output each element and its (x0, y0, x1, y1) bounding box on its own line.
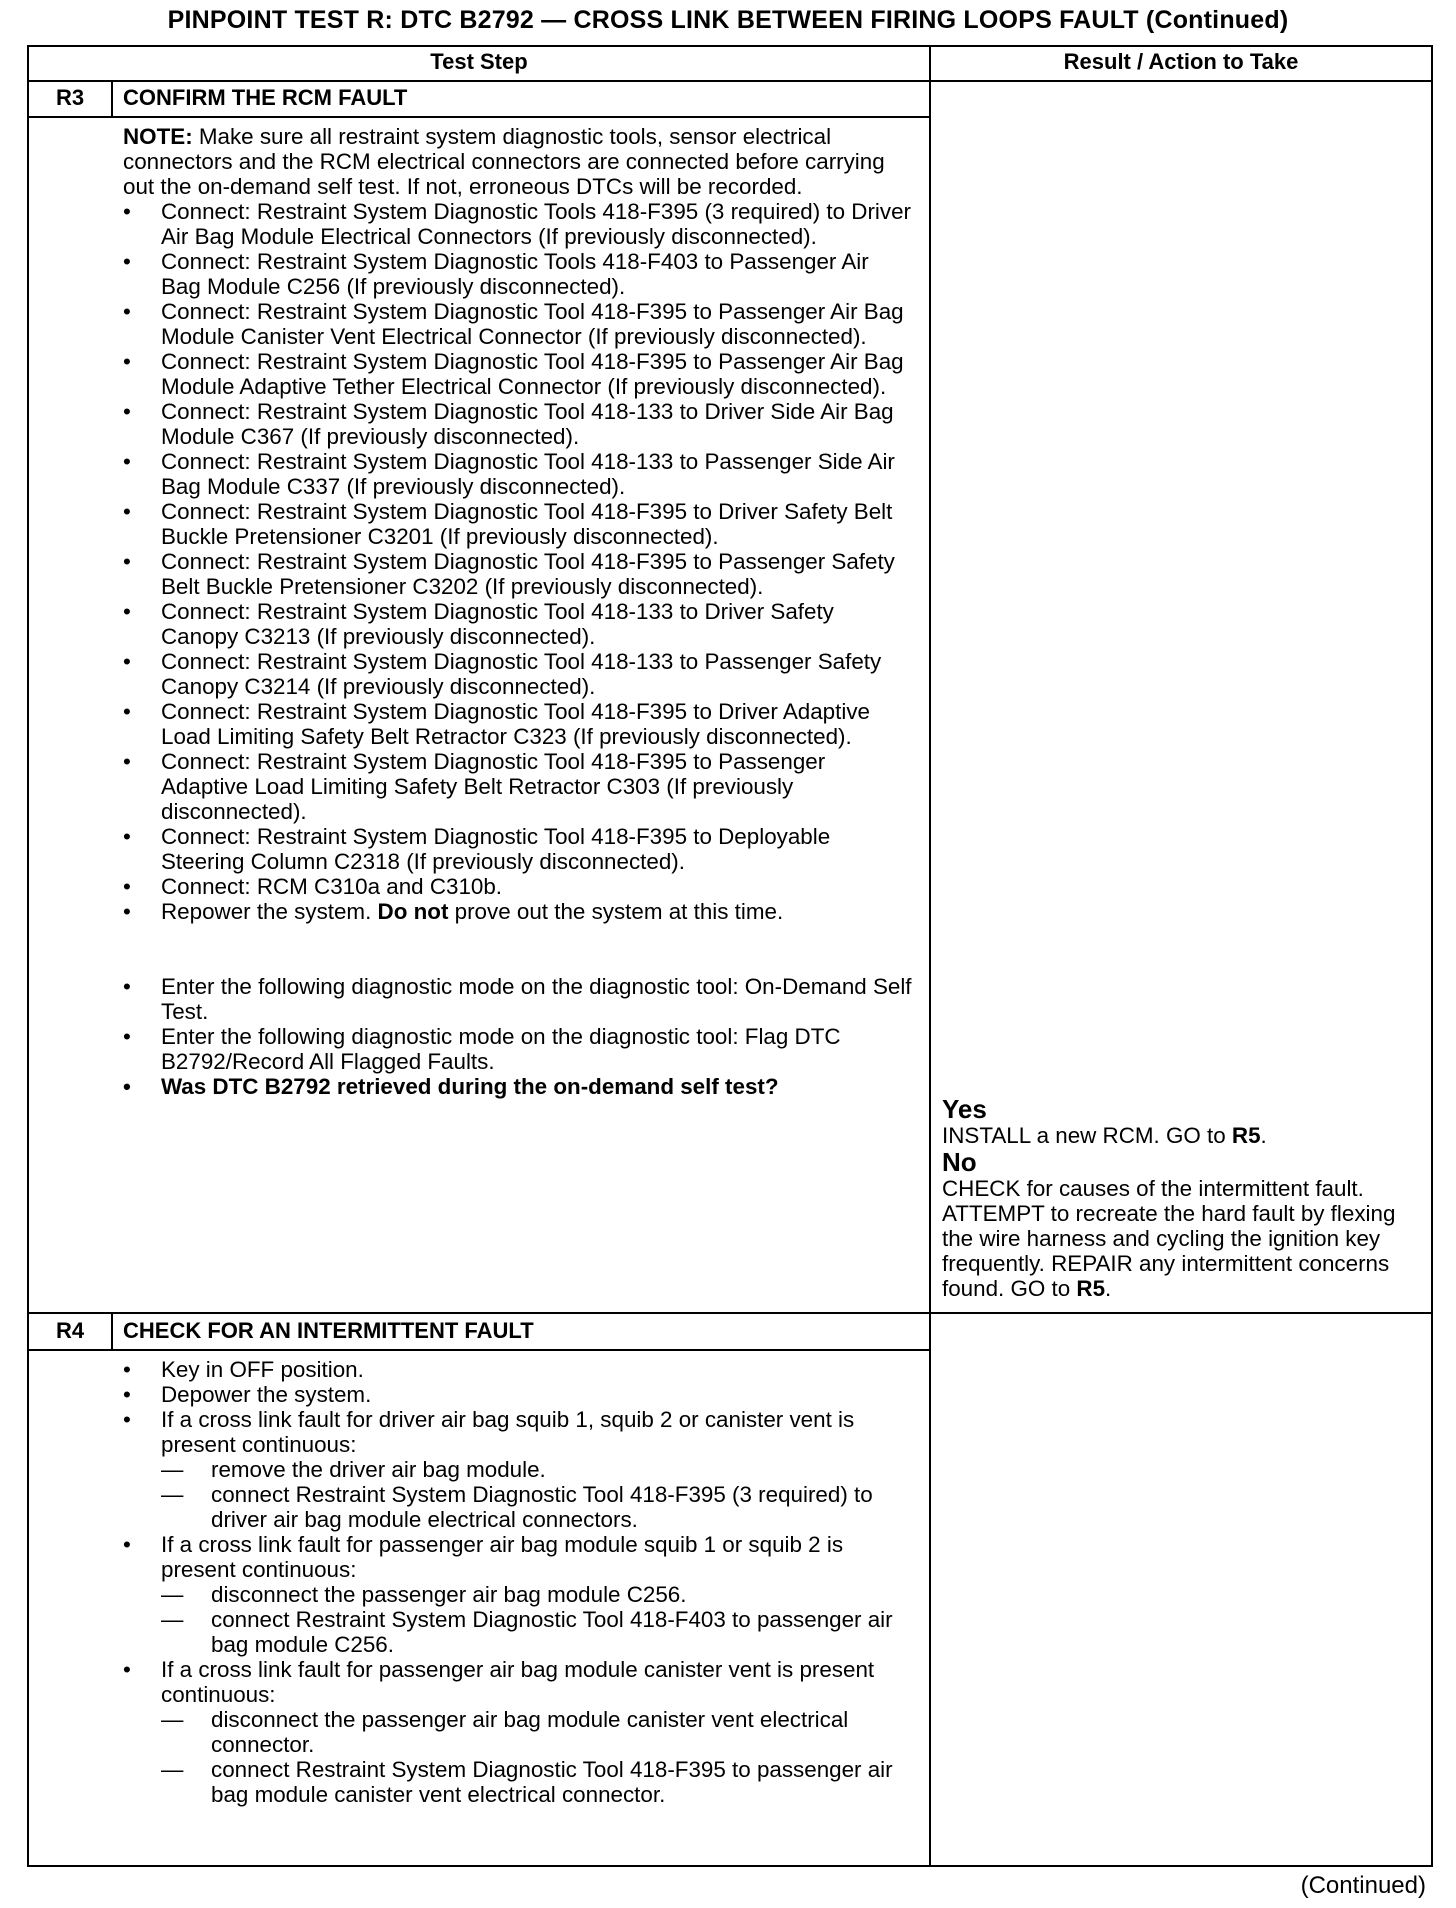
bullet-icon: • (123, 599, 131, 624)
no-label: No (942, 1147, 977, 1177)
list-item: • Connect: Restraint System Diagnostic Tool 418-F395 to Passenger Safety Belt Buckle Pretensioner C3202 (If previously disconnected). (123, 549, 895, 599)
bullet-icon: • (123, 749, 131, 774)
list-item: • Connect: RCM C310a and C310b. (123, 874, 503, 899)
page-title: PINPOINT TEST R: DTC B2792 — CROSS LINK BETWEEN FIRING LOOPS FAULT (Continued) (167, 6, 1289, 34)
step-id-r3: R3 (55, 85, 85, 110)
list-item: • Enter the following diagnostic mode on the diagnostic tool: On-Demand Self Test. (123, 974, 912, 1024)
bullet-icon: • (123, 1357, 131, 1382)
list-item: • If a cross link fault for passenger air bag module canister vent is present continuous: — disconnect the passenger air bag module canister vent electrical connector. — connect Restraint System Diagnostic Tool 418-F395 to passenger air bag module canister vent electrical connector. (123, 1657, 913, 1807)
r4-id-divider (111, 1312, 113, 1350)
dash-icon: — (161, 1482, 184, 1507)
list-item: • Connect: Restraint System Diagnostic Tool 418-133 to Passenger Safety Canopy C3214 (If previously disconnected). (123, 649, 882, 699)
list-item: • Depower the system. (123, 1382, 372, 1407)
r3-result (942, 1095, 1427, 1301)
bullet-icon: • (123, 349, 131, 374)
bullet-icon: • (123, 1532, 131, 1557)
sub-item: — remove the driver air bag module. (161, 1457, 546, 1482)
column-divider (929, 45, 931, 1867)
note (123, 124, 913, 199)
r3-r4-divider (27, 1312, 1433, 1314)
list-item: • Connect: Restraint System Diagnostic Tool 418-F395 to Passenger Air Bag Module Adaptive Tether Electrical Connector (If previously disconnected). (123, 349, 904, 399)
sub-item: — connect Restraint System Diagnostic Tool 418-F395 (3 required) to driver air bag module electrical connectors. (161, 1482, 873, 1532)
list-item: • Connect: Restraint System Diagnostic Tool 418-133 to Passenger Side Air Bag Module C337 (If previously disconnected). (123, 449, 895, 499)
list-item: • Key in OFF position. (123, 1357, 364, 1382)
bullet-icon: • (123, 1074, 131, 1099)
dash-icon: — (161, 1457, 184, 1482)
bullet-icon: • (123, 199, 131, 224)
bullet-icon: • (123, 549, 131, 574)
sub-item: — disconnect the passenger air bag module C256. (161, 1582, 687, 1607)
bullet-icon: • (123, 249, 131, 274)
list-item: • Connect: Restraint System Diagnostic Tool 418-F395 to Driver Safety Belt Buckle Pretensioner C3201 (If previously disconnected). (123, 499, 893, 549)
bullet-icon: • (123, 299, 131, 324)
sub-item: — connect Restraint System Diagnostic Tool 418-F403 to passenger air bag module C256. (161, 1607, 893, 1657)
no-action: CHECK for causes of the intermittent fault. ATTEMPT to recreate the hard fault by flexing the wire harness and cycling the ignition key frequently. REPAIR any intermittent concerns found. GO to R5. (942, 1176, 1396, 1301)
dash-icon: — (161, 1757, 184, 1782)
list-item: • Repower the system. Do not prove out the system at this time. (123, 899, 784, 924)
bullet-icon: • (123, 1382, 131, 1407)
step-name-r4: CHECK FOR AN INTERMITTENT FAULT (123, 1318, 534, 1343)
dash-icon: — (161, 1707, 184, 1732)
list-item: • Connect: Restraint System Diagnostic Tools 418-F395 (3 required) to Driver Air Bag Module Electrical Connectors (If previously disconnected). (123, 199, 911, 249)
r3-id-divider (111, 80, 113, 117)
bullet-icon: • (123, 1407, 131, 1432)
bullet-icon: • (123, 899, 131, 924)
dash-icon: — (161, 1607, 184, 1632)
bullet-icon: • (123, 1657, 131, 1682)
list-item: • Connect: Restraint System Diagnostic Tool 418-133 to Driver Side Air Bag Module C367 (If previously disconnected). (123, 399, 894, 449)
bullet-icon: • (123, 399, 131, 424)
sub-item: — connect Restraint System Diagnostic Tool 418-F395 to passenger air bag module canister vent electrical connector. (161, 1757, 893, 1807)
list-item: • Connect: Restraint System Diagnostic Tool 418-F395 to Deployable Steering Column C2318 (If previously disconnected). (123, 824, 831, 874)
r3-bullet-list (123, 199, 913, 899)
list-item: • If a cross link fault for driver air bag squib 1, squib 2 or canister vent is present continuous: — remove the driver air bag module. — connect Restraint System Diagnostic Tool 418-F395 (3 required) to driver air bag module electrical connectors. (123, 1407, 913, 1532)
header-result: Result / Action to Take (1063, 49, 1299, 74)
header-test-step: Test Step (430, 49, 528, 74)
r3-row-bottom (27, 116, 931, 118)
bullet-icon: • (123, 499, 131, 524)
list-item: • Connect: Restraint System Diagnostic Tool 418-F395 to Driver Adaptive Load Limiting Safety Belt Retractor C323 (If previously disconnected). (123, 699, 870, 749)
yes-action: INSTALL a new RCM. GO to R5. (942, 1123, 1267, 1148)
bullet-icon: • (123, 974, 131, 999)
bullet-icon: • (123, 1024, 131, 1049)
list-item: • Connect: Restraint System Diagnostic Tool 418-F395 to Passenger Adaptive Load Limiting Safety Belt Retractor C303 (If previously disconnected). (123, 749, 826, 824)
bullet-icon: • (123, 649, 131, 674)
list-item: • Connect: Restraint System Diagnostic Tool 418-F395 to Passenger Air Bag Module Canister Vent Electrical Connector (If previously disconnected). (123, 299, 904, 349)
r4-row-bottom (27, 1349, 931, 1351)
bullet-icon: • (123, 449, 131, 474)
step-id-r4: R4 (55, 1318, 85, 1343)
bullet-icon: • (123, 824, 131, 849)
r4-instructions (123, 1357, 913, 1807)
step-name-r3: CONFIRM THE RCM FAULT (123, 85, 408, 110)
bullet-icon: • (123, 699, 131, 724)
r3-instructions (123, 124, 913, 1099)
continued-label: (Continued) (1300, 1872, 1426, 1899)
list-item: • Connect: Restraint System Diagnostic Tool 418-133 to Driver Safety Canopy C3213 (If previously disconnected). (123, 599, 834, 649)
header-divider (27, 80, 1433, 82)
list-item: • If a cross link fault for passenger air bag module squib 1 or squib 2 is present continuous: — disconnect the passenger air bag module C256. — connect Restraint System Diagnostic Tool 418-F403 to passenger air bag module C256. (123, 1532, 913, 1657)
bullet-icon: • (123, 874, 131, 899)
list-item-question: • Was DTC B2792 retrieved during the on-demand self test? (123, 1074, 779, 1099)
dash-icon: — (161, 1582, 184, 1607)
yes-label: Yes (942, 1094, 987, 1124)
note-text: Make sure all restraint system diagnostic tools, sensor electrical connectors and the RCM electrical connectors are connected before carrying out the on-demand self test. If not, erroneous DTCs will be recorded. (123, 124, 885, 199)
note-label: NOTE: (123, 124, 193, 149)
sub-item: — disconnect the passenger air bag module canister vent electrical connector. (161, 1707, 849, 1757)
list-item: • Enter the following diagnostic mode on the diagnostic tool: Flag DTC B2792/Record All Flagged Faults. (123, 1024, 841, 1074)
list-item: • Connect: Restraint System Diagnostic Tools 418-F403 to Passenger Air Bag Module C256 (If previously disconnected). (123, 249, 869, 299)
r3-bullet-list-2 (123, 974, 913, 1074)
